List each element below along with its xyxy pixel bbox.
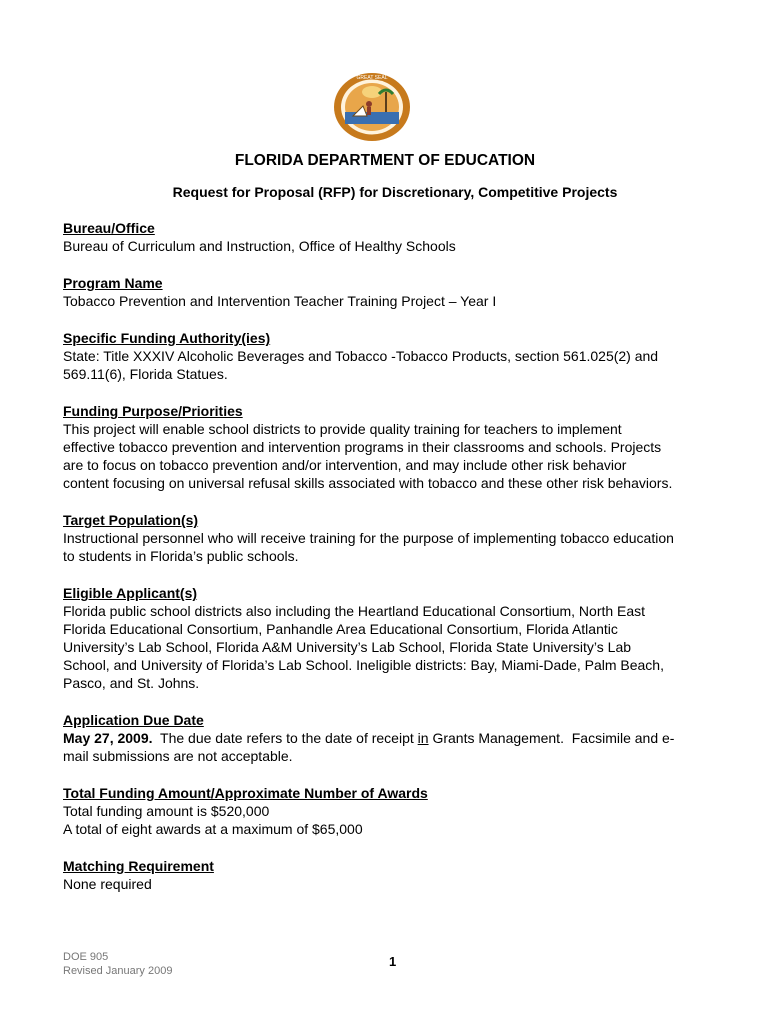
section-heading: Total Funding Amount/Approximate Number of Awards	[63, 785, 428, 801]
section-target-population	[63, 511, 733, 565]
section-funding-purpose	[63, 402, 733, 492]
section-text: Bureau of Curriculum and Instruction, Office of Healthy Schools	[63, 238, 456, 254]
florida-state-seal-icon	[333, 72, 411, 142]
section-text: State: Title XXXIV Alcoholic Beverages and Tobacco -Tobacco Products, section 561.025(2) and 569.11(6), Florida Statues.	[63, 348, 659, 382]
due-date-text: The due date refers to the date of receipt	[152, 730, 418, 746]
page-title: FLORIDA DEPARTMENT OF EDUCATION	[234, 152, 536, 169]
section-heading: Eligible Applicant(s)	[63, 585, 198, 601]
section-program-name	[63, 274, 733, 310]
section-heading: Program Name	[63, 275, 163, 291]
section-text: Florida public school districts also including the Heartland Educational Consortium, North East Florida Educational Consortium, Panhandle Area Educational Consortium, Florida Atlantic University’s Lab School, Florida A&M University’s Lab School, Florida State University’s Lab School, and University of Florida’s Lab School. Ineligible districts: Bay, Miami-Dade, Palm Beach, Pasco, and St. Johns.	[63, 603, 664, 691]
section-heading: Funding Purpose/Priorities	[63, 403, 243, 419]
page-number: 1	[389, 954, 397, 969]
section-text: Tobacco Prevention and Intervention Teacher Training Project – Year I	[63, 293, 497, 309]
revision-date: Revised January 2009	[63, 965, 173, 977]
section-eligible-applicants	[63, 584, 733, 692]
due-date-value: May 27, 2009.	[63, 730, 153, 746]
rfp-content	[63, 219, 733, 912]
section-heading: Bureau/Office	[63, 220, 155, 236]
section-due-date	[63, 711, 733, 765]
form-number: DOE 905	[63, 951, 109, 963]
section-heading: Specific Funding Authority(ies)	[63, 330, 271, 346]
section-text: This project will enable school districts to provide quality training for teachers to implement effective tobacco prevention and intervention programs in their classrooms and schools. Projects are to focus on tobacco prevention and/or intervention, and may include other risk behavior content focusing on universal refusal skills associated with tobacco and these other risk behaviors.	[63, 421, 673, 491]
section-text	[63, 729, 733, 765]
section-funding-authority	[63, 329, 733, 383]
section-text: None required	[63, 876, 152, 892]
footer-form-info	[63, 950, 172, 978]
section-total-funding	[63, 784, 733, 838]
due-date-underlined: in	[417, 730, 429, 746]
section-heading: Matching Requirement	[63, 858, 214, 874]
section-text: A total of eight awards at a maximum of $65,000	[63, 821, 363, 837]
page-subtitle: Request for Proposal (RFP) for Discretionary, Competitive Projects	[172, 184, 618, 200]
svg-text:GREAT SEAL: GREAT SEAL	[356, 75, 388, 81]
section-matching	[63, 857, 733, 893]
section-bureau	[63, 219, 733, 255]
due-date-text-rest: Grants Management. Facsimile and e- mail submissions are not acceptable.	[63, 730, 675, 764]
section-text: Total funding amount is $520,000	[63, 803, 270, 819]
section-heading: Target Population(s)	[63, 512, 199, 528]
section-heading: Application Due Date	[63, 712, 204, 728]
section-text: Instructional personnel who will receive training for the purpose of implementing tobacco education to students in Florida’s public schools.	[63, 530, 674, 564]
